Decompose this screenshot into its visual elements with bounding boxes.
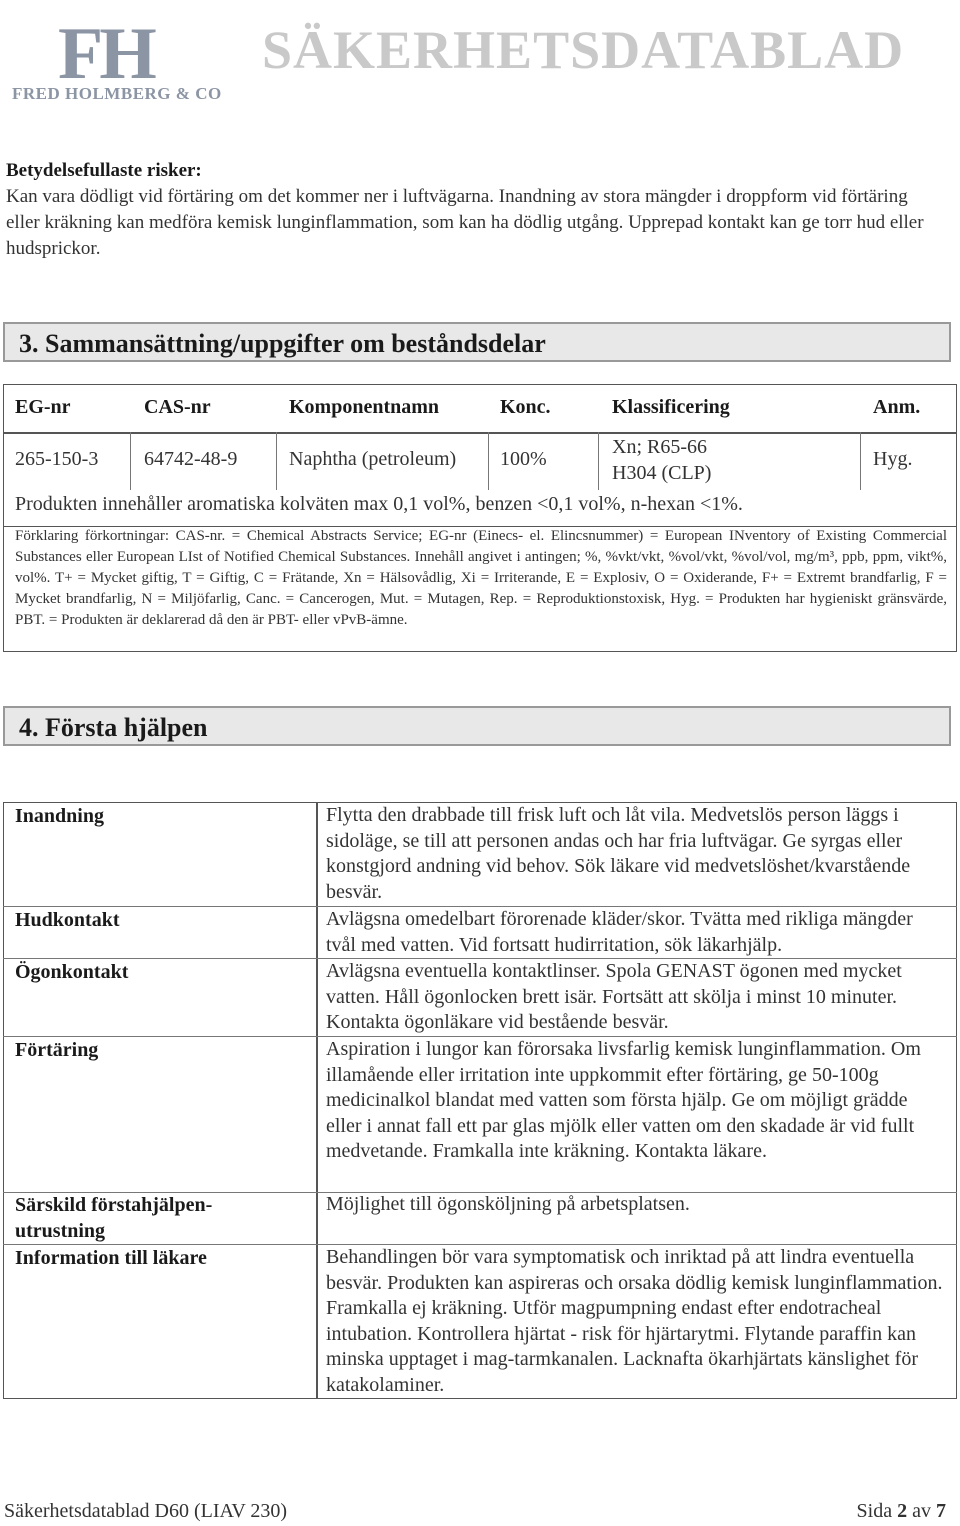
page-prefix: Sida (856, 1500, 893, 1522)
page-total: 7 (936, 1500, 946, 1522)
column-divider (130, 432, 131, 490)
cell-cas-nr: 64742-48-9 (144, 448, 238, 470)
column-header-konc: Konc. (500, 396, 551, 418)
column-header-component: Komponentnamn (289, 396, 440, 418)
column-header-classification: Klassificering (612, 396, 730, 418)
page-separator: av (912, 1500, 931, 1522)
first-aid-label-inhalation: Inandning (15, 805, 104, 827)
first-aid-label-skin: Hudkontakt (15, 909, 120, 931)
cell-component-name: Naphtha (petroleum) (289, 448, 457, 470)
document-title: SÄKERHETSDATABLAD (262, 20, 905, 80)
first-aid-label-equipment: Särskild förstahjälpen-utrustning (15, 1194, 213, 1242)
cell-classification-2: H304 (CLP) (612, 462, 712, 484)
first-aid-label-eye: Ögonkontakt (15, 961, 129, 983)
column-divider (316, 802, 318, 1399)
cell-konc: 100% (500, 448, 547, 470)
column-header-anm: Anm. (873, 396, 921, 418)
first-aid-text-equipment: Möjlighet till ögonsköljning på arbetsplatsen. (326, 1193, 690, 1215)
column-divider (488, 432, 489, 490)
first-aid-text-inhalation: Flytta den drabbade till frisk luft och låt vila. Medvetslös person läggs i sidoläge, se till att personen andas och har fria luftvägar. Ge syrgas eller konstgjord andning vid behov. Sök läkare vid medvetslöshet/kvarstående besvär. (326, 804, 911, 903)
column-header-cas: CAS-nr (144, 396, 211, 418)
footer-page-number (857, 1500, 946, 1523)
first-aid-text-skin: Avlägsna omedelbart förorenade kläder/skor. Tvätta med rikliga mängder tvål med vatten. Vid fortsatt hudirritation, sök läkarhjälp. (326, 908, 913, 956)
cell-classification-1: Xn; R65-66 (612, 436, 707, 458)
abbreviation-legend: Förklaring förkortningar: CAS-nr. = Chemical Abstracts Service; EG-nr (Einecs- el. Elincsnummer) = European INventory of Existing Commercial Substances eller European LIst of Notified Chemical Substances. Innehåll angivet i antingen; %, %vkt/vkt, %vol/vkt, %vol/vol, mg/m³, ppb, ppm, vikt%, vol%. T+ = Mycket giftig, T = Giftig, C = Frätande, Xn = Hälsovådlig, Xi = Irriterande, E = Explosiv, O = Oxiderande, F+ = Extremt brandfarlig, F = Mycket brandfarlig, N = Miljöfarlig, Canc. = Cancerogen, Mut. = Mutagen, Rep. = Reproduktionstoxisk, Hyg. = Produkten har hygieniskt gränsvärde, PBT. = Produkten är deklarerad då den är PBT- eller vPvB-ämne. (15, 528, 947, 628)
footer-document-reference: Säkerhetsdatablad D60 (LIAV 230) (4, 1500, 288, 1522)
first-aid-label-ingestion: Förtäring (15, 1039, 99, 1061)
section-4-title: 4. Första hjälpen (3, 706, 951, 746)
cell-anm: Hyg. (873, 448, 913, 470)
column-divider (598, 432, 599, 490)
first-aid-text-physician: Behandlingen bör vara symptomatisk och inriktad på att lindra eventuella besvär. Produkten kan aspireras och orsaka dödlig kemisk lunginflammation. Framkalla ej kräkning. Utför magpumpning endast efter endotracheal intubation. Kontrollera hjärtat - risk för hjärtarytmi. Flytande paraffin kan minska upptaget i mag-tarmkanalen. Lacknafta ökarhjärtats känslighet för katakolaminer. (326, 1246, 943, 1396)
logo-letters: FH (58, 13, 153, 95)
cell-eg-nr: 265-150-3 (15, 448, 99, 470)
first-aid-text-ingestion: Aspiration i lungor kan förorsaka livsfarlig kemisk lunginflammation. Om illamående eller irritation inte uppkommit efter förtäring, ge 50-100g medicinalkol blandat med vatten som första hjälp. Ge om möjligt grädde eller i annat fall ett par glas mjölk eller vatten om den skadade är vid fullt medvetande. Framkalla inte kräkning. Kontakta läkare. (326, 1038, 921, 1163)
table-divider (3, 432, 957, 434)
column-divider (276, 432, 277, 490)
risks-text: Kan vara dödligt vid förtäring om det kommer ner i luftvägarna. Inandning av stora mängder i droppform vid förtäring eller kräkning kan medföra kemisk lunginflammation, som kan ha dödlig utgång. Upprepad kontakt kan ge torr hud eller hudsprickor. (6, 186, 924, 259)
column-header-eg: EG-nr (15, 396, 71, 418)
page-current: 2 (897, 1500, 908, 1522)
logo-company-name: FRED HOLMBERG & CO (12, 84, 222, 103)
section-3-title: 3. Sammansättning/uppgifter om beståndsdelar (3, 322, 951, 362)
first-aid-label-physician: Information till läkare (15, 1247, 207, 1269)
first-aid-text-eye: Avlägsna eventuella kontaktlinser. Spola GENAST ögonen med mycket vatten. Håll ögonlocken brett isär. Fortsätt att skölja i minst 10 minuter. Kontakta ögonläkare vid bestående besvär. (326, 960, 902, 1034)
column-divider (860, 432, 861, 490)
composition-note: Produkten innehåller aromatiska kolväten max 0,1 vol%, benzen <0,1 vol%, n-hexan <1%. (15, 493, 743, 515)
company-logo (6, 8, 226, 108)
risks-heading: Betydelsefullaste risker: (6, 160, 202, 181)
